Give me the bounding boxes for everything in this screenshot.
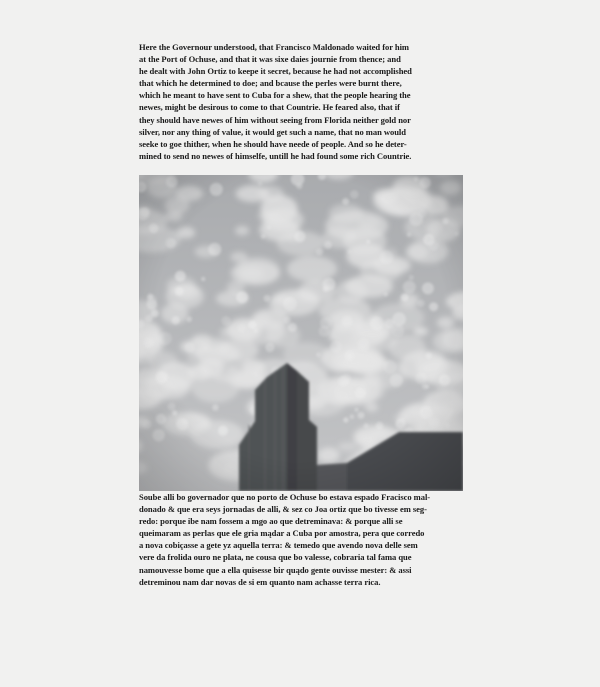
english-line: newes, might be desirous to come to that Countrie. He feared also, that if (139, 102, 400, 113)
portuguese-line: vere da frolida ouro ne plata, ne cousa que bo valesse, cobraria tal fama que (139, 552, 412, 563)
sky-tower-photograph (139, 175, 463, 491)
english-line: they should have newes of him without seeing from Florida neither gold nor (139, 114, 411, 125)
portuguese-line: queimaram as perlas que ele gria mądar a Cuba por amostra, pera que corredo (139, 528, 425, 539)
english-line: he dealt with John Ortiz to keepe it secret, because he had not accomplished (139, 66, 412, 77)
english-line: seeke to goe thither, when he should have neede of people. And so he deter- (139, 138, 407, 149)
portuguese-line: namouvesse bome que a ella quisesse bir quądo gente ouvisse mester: & assi (139, 564, 412, 575)
english-passage (139, 41, 467, 162)
english-line: Here the Governour understood, that Francisco Maldonado waited for him (139, 42, 409, 52)
english-line: which he meant to have sent to Cuba for a shew, that the people hearing the (139, 90, 411, 101)
portuguese-line: Soube alli bo governador que no porto de Ochuse bo estava espado Fracisco mal- (139, 492, 431, 502)
english-line: silver, nor any thing of value, it would get such a name, that no man would (139, 126, 406, 137)
english-line: that which he determined to doe; and bcause the perles were burnt there, (139, 78, 402, 89)
english-line: mined to send no newes of himselfe, untill he had found some rich Countrie. (139, 150, 412, 161)
portuguese-line: a nova cobiçasse a gete yz aquella terra: & temedo que avendo nova delle sem (139, 540, 418, 551)
portuguese-line: redo: porque ibe nam fossem a mgo ao que detreminava: & porque alli se (139, 516, 403, 527)
english-line: at the Port of Ochuse, and that it was sixe daies journie from thence; and (139, 54, 401, 65)
portuguese-passage (139, 491, 467, 588)
portuguese-line: detreminou nam dar novas de si em quanto nam achasse terra rica. (139, 576, 381, 587)
portuguese-line: donado & que era seys jornadas de alli, & sez co Joa ortiz que bo tivesse em seg- (139, 504, 427, 515)
